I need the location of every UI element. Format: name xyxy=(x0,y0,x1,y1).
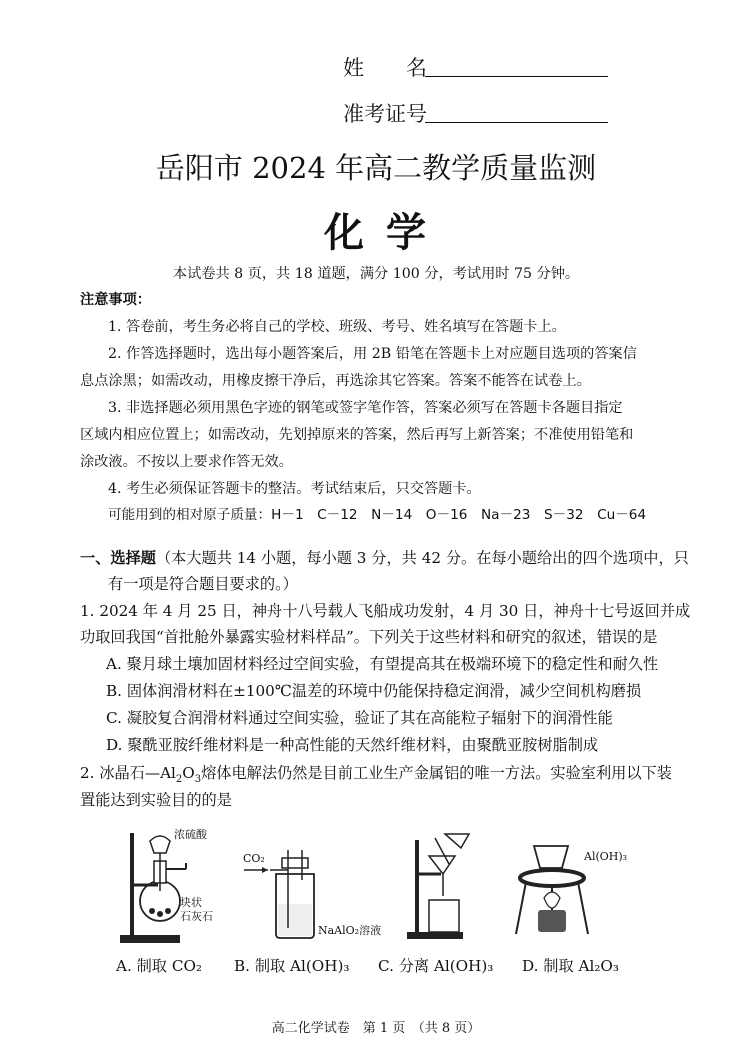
label-co2: CO₂ xyxy=(243,852,265,865)
label-aloh3: Al(OH)₃ xyxy=(584,850,628,863)
q2-option-a: A. 制取 CO₂ xyxy=(116,957,202,975)
notice-item-3-line2: 区域内相应位置上；如需改动，先划掉原来的答案，然后再写上新答案；不准使用铅笔和 xyxy=(80,427,634,443)
q2-stem-line2: 置能达到实验目的的是 xyxy=(80,791,232,809)
section-description-line1: （本大题共 14 小题，每小题 3 分，共 42 分。在每小题给出的四个选项中，只 xyxy=(155,549,689,567)
label-conc-acid: 浓硫酸 xyxy=(174,828,207,841)
notice-item-4: 4. 考生必须保证答题卡的整洁。考试结束后，只交答题卡。 xyxy=(108,481,481,497)
q2-option-c: C. 分离 Al(OH)₃ xyxy=(378,957,494,975)
page-title: 岳阳市 2024 年高二教学质量监测 xyxy=(155,151,597,185)
q1-option-b: B. 固体润滑材料在±100℃温差的环境中仍能保持稳定润滑，减少空间机构磨损 xyxy=(106,682,642,700)
notice-item-3-line1: 3. 非选择题必须用黑色字迹的钢笔或签字笔作答，答案必须写在答题卡各题目指定 xyxy=(108,400,623,416)
beaker xyxy=(429,900,459,932)
label-naalo2: NaAlO₂溶液 xyxy=(318,924,382,937)
stand-rod xyxy=(415,840,419,934)
name-field[interactable] xyxy=(425,76,608,77)
figure-c-filtration xyxy=(405,830,480,942)
q1-option-d: D. 聚酰亚胺纤维材料是一种高性能的天然纤维材料，由聚酰亚胺树脂制成 xyxy=(106,736,599,754)
exam-id-field[interactable] xyxy=(425,122,608,123)
notice-item-2-line1: 2. 作答选择题时，选出每小题答案后，用 2B 铅笔在答题卡上对应题目选项的答案信 xyxy=(108,346,637,362)
notice-item-2-line2: 息点涂黑；如需改动，用橡皮擦干净后，再选涂其它答案。答案不能答在试卷上。 xyxy=(80,373,591,389)
exam-id-label: 准考证号 xyxy=(343,102,427,126)
exam-info: 本试卷共 8 页，共 18 道题，满分 100 分，考试用时 75 分钟。 xyxy=(172,266,580,282)
section-description-line2: 有一项是符合题目要求的。） xyxy=(108,575,298,593)
label-limestone: 石灰石 xyxy=(180,910,213,923)
atomic-masses: 可能用到的相对原子质量：H－1 C－12 N－14 O－16 Na－23 S－32 Cu－64 xyxy=(108,507,647,523)
page-footer: 高二化学试卷 第 1 页 （共 8 页） xyxy=(271,1021,481,1036)
funnel xyxy=(429,856,455,874)
q1-stem-line1: 1. 2024 年 4 月 25 日，神舟十八号载人飞船成功发射，4 月 30 日，神舟十七号返回并成 xyxy=(80,602,691,620)
notice-heading: 注意事项： xyxy=(80,292,151,308)
q1-option-c: C. 凝胶复合润滑材料通过空间实验，验证了其在高能粒子辐射下的润滑性能 xyxy=(106,709,613,727)
tripod-ring xyxy=(520,870,584,886)
separatory-funnel xyxy=(150,836,170,853)
section-heading: 一、选择题 xyxy=(80,549,156,567)
notice-item-1: 1. 答卷前，考生务必将自己的学校、班级、考号、姓名填写在答题卡上。 xyxy=(108,319,566,335)
crucible xyxy=(534,846,568,868)
q2-option-d: D. 制取 Al₂O₃ xyxy=(522,957,619,975)
stand-base xyxy=(120,935,180,943)
label-lump: 块状 xyxy=(180,896,202,909)
subject-title: 化学 xyxy=(324,209,448,256)
notice-item-3-line3: 涂改液。不按以上要求作答无效。 xyxy=(80,454,293,470)
alcohol-lamp xyxy=(538,910,566,932)
q2-option-b: B. 制取 Al(OH)₃ xyxy=(234,957,350,975)
q2-stem-line1: 2. 冰晶石$—Al_2O_3$熔体电解法仍然是目前工业生产金属铝的唯一方法。实验室利用以下装 xyxy=(80,764,672,786)
name-label: 姓 名 xyxy=(343,56,427,80)
q1-option-a: A. 聚月球土壤加固材料经过空间实验，有望提高其在极端环境下的稳定性和耐久性 xyxy=(106,655,659,673)
q1-stem-line2: 功取回我国“首批舱外暴露实验材料样品”。下列关于这些材料和研究的叙述，错误的是 xyxy=(80,628,658,646)
